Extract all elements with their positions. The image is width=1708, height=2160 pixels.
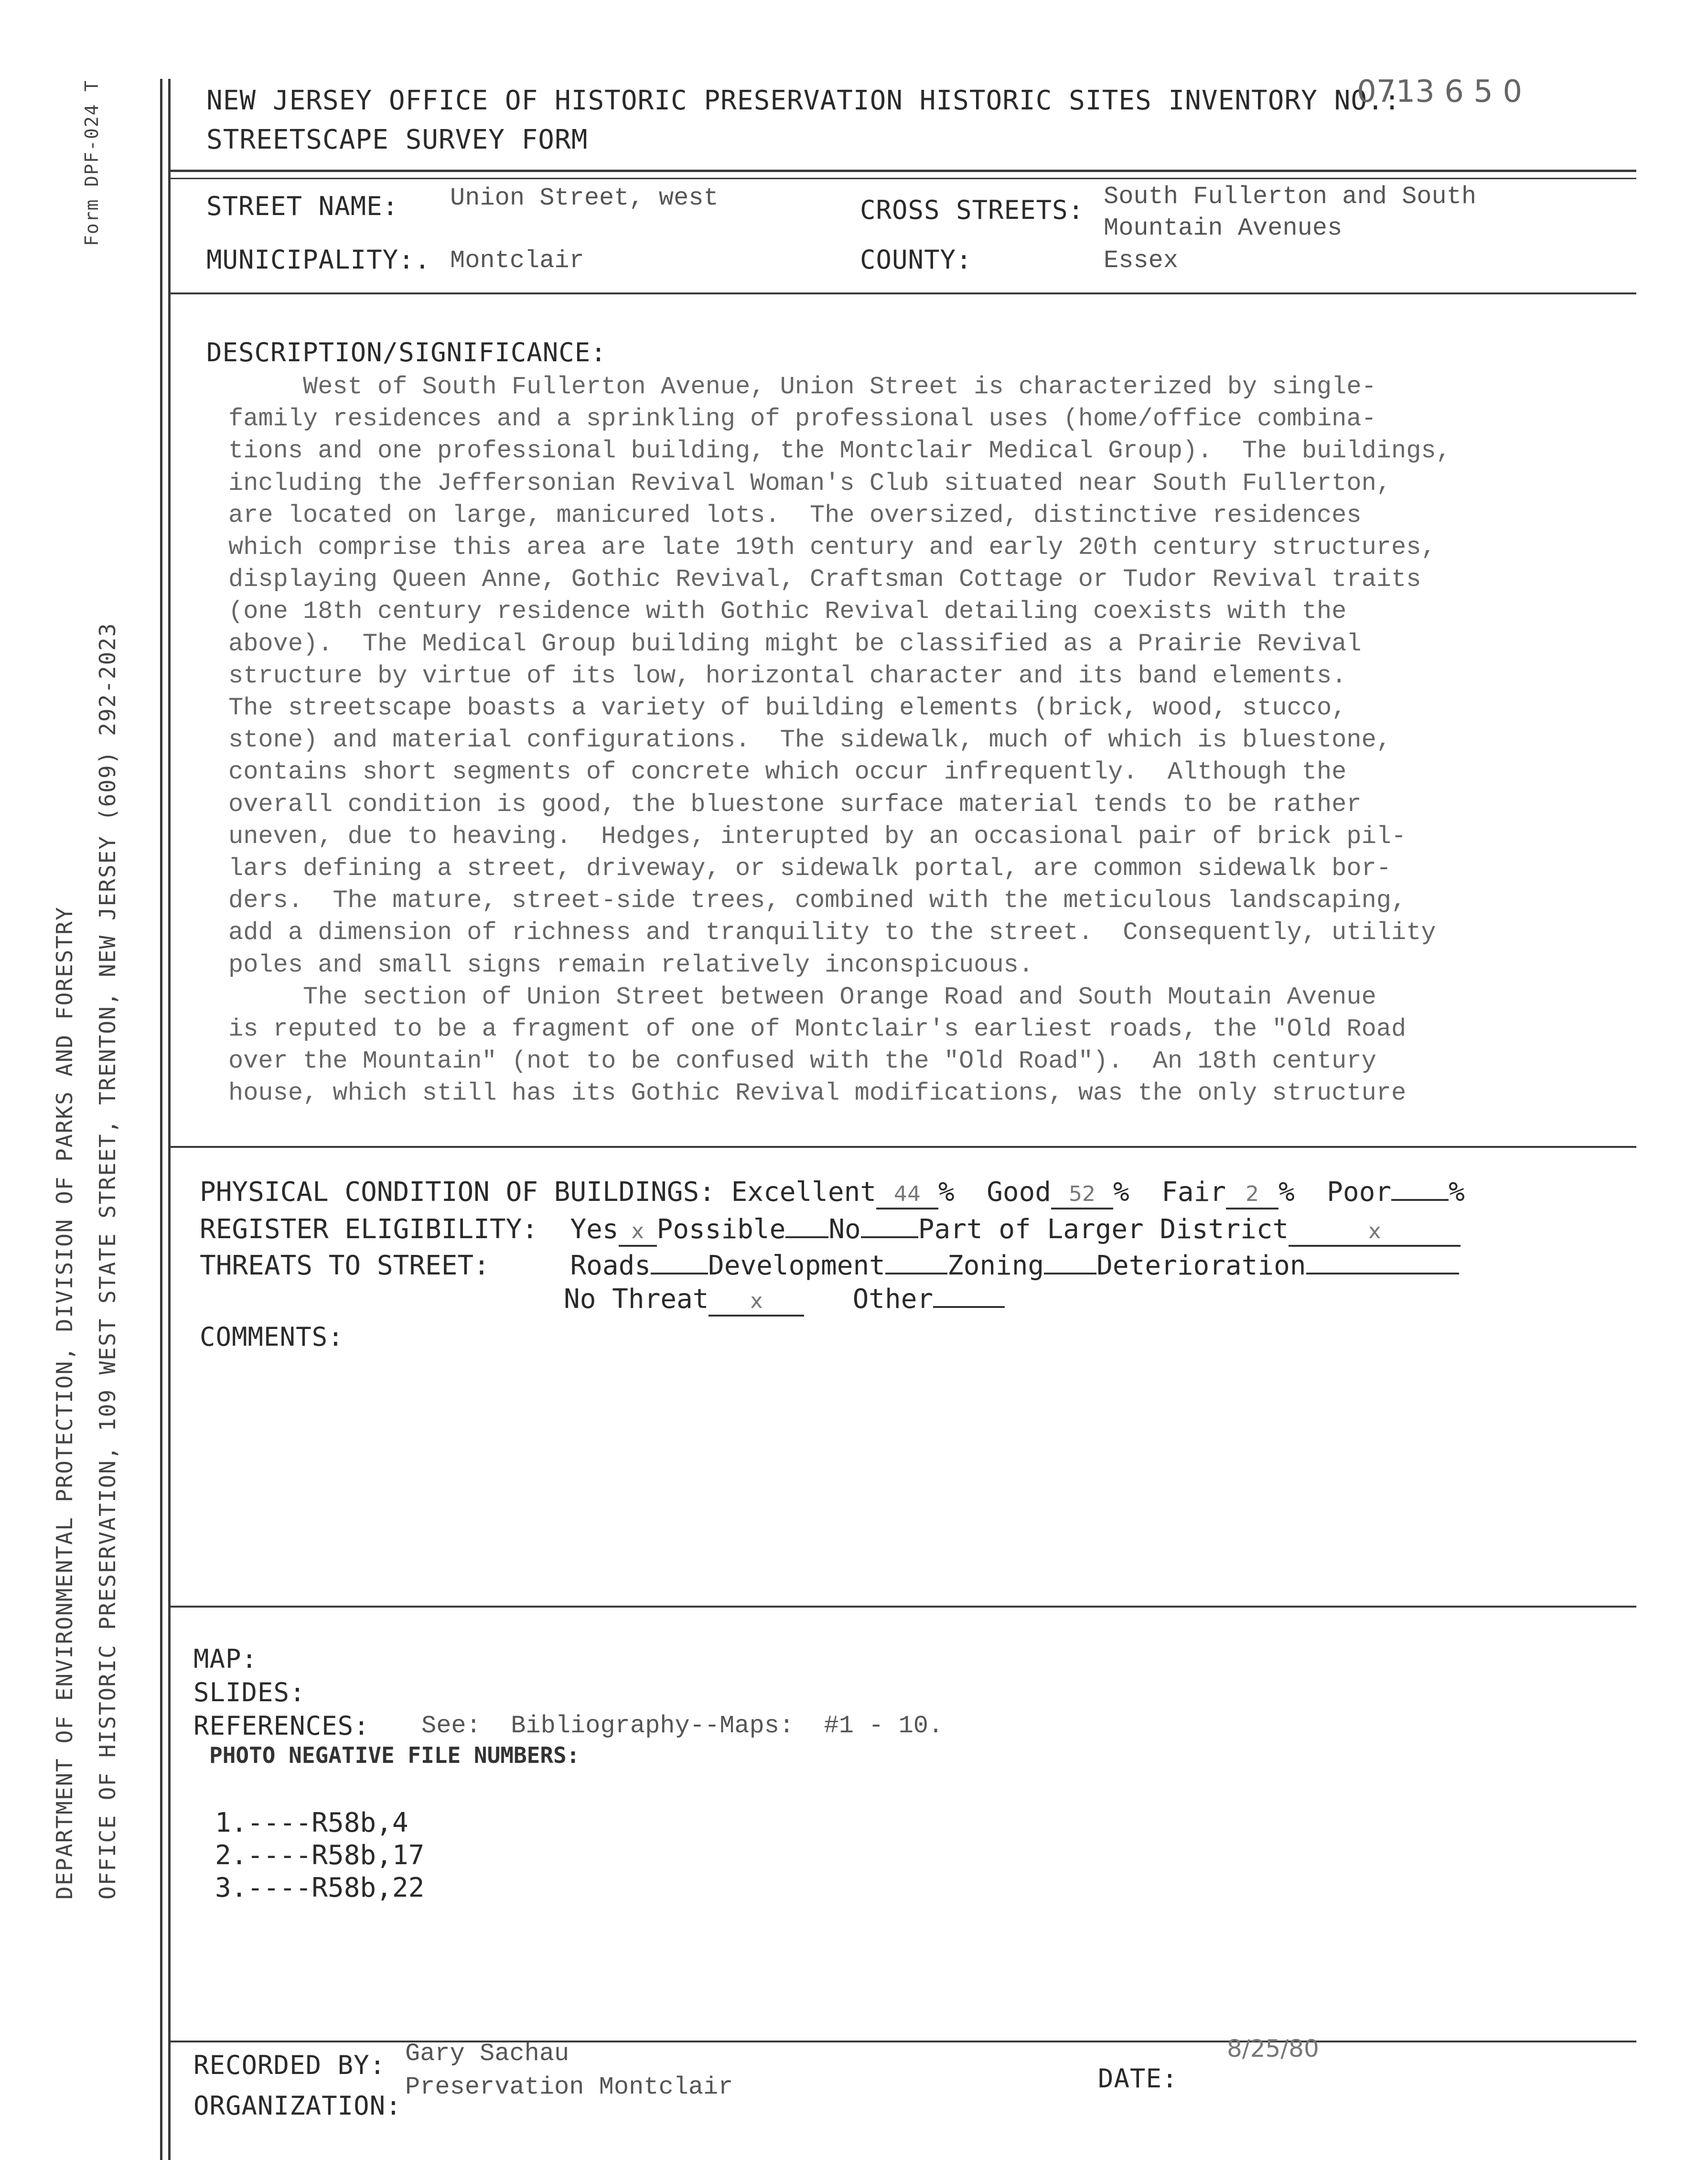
comments-rule [170, 1606, 1636, 1608]
development-field[interactable] [885, 1273, 947, 1274]
county-label: COUNTY: [860, 245, 972, 275]
description-line: ders. The mature, street-side trees, combined with the meticulous landscaping, [228, 886, 1407, 915]
yes-label: Yes [570, 1214, 619, 1245]
description-line: family residences and a sprinkling of professional uses (home/office combina- [228, 405, 1376, 433]
good-label: Good [987, 1177, 1052, 1208]
recorded-by-value: Gary Sachau [405, 2040, 569, 2068]
side-office-line: OFFICE OF HISTORIC PRESERVATION, 109 WEST STATE STREET, TRENTON, NEW JERSEY (609) 292-2023 [95, 622, 120, 1900]
poor-label: Poor [1327, 1177, 1392, 1208]
roads-label: Roads [570, 1250, 651, 1281]
threats-row-2 [564, 1284, 1005, 1317]
references-label: REFERENCES: [193, 1711, 370, 1741]
negative-item: 1.----R58b,4 [215, 1807, 408, 1838]
cross-streets-label: CROSS STREETS: [860, 195, 1085, 225]
inventory-number: 0713 6 5 0 [1357, 74, 1523, 109]
description-line: is reputed to be a fragment of one of Montclair's earliest roads, the "Old Road [228, 1015, 1407, 1044]
condition-row [200, 1177, 1465, 1210]
municipality-value: Montclair [450, 247, 584, 275]
slides-label: SLIDES: [193, 1677, 306, 1707]
no-threat-field[interactable] [709, 1284, 804, 1317]
references-value: See: Bibliography--Maps: #1 - 10. [421, 1712, 944, 1740]
excellent-label: Excellent [731, 1177, 877, 1208]
margin-rule-outer [160, 79, 162, 2160]
side-department-line: DEPARTMENT OF ENVIRONMENTAL PROTECTION, DIVISION OF PARKS AND FORESTRY [52, 906, 77, 1900]
zoning-label: Zoning [947, 1250, 1044, 1281]
condition-label: PHYSICAL CONDITION OF BUILDINGS: [200, 1177, 715, 1208]
description-line: house, which still has its Gothic Revival modifications, was the only structure [228, 1079, 1407, 1108]
fair-percent: % [1278, 1177, 1295, 1208]
threats-label: THREATS TO STREET: [200, 1250, 490, 1281]
form-id: Form DPF-024 T [81, 79, 102, 246]
fair-field[interactable] [1226, 1177, 1278, 1210]
description-line: are located on large, manicured lots. The oversized, distinctive residences [228, 501, 1362, 529]
deterioration-field[interactable] [1306, 1273, 1459, 1274]
yes-field[interactable] [619, 1214, 657, 1247]
form-title: NEW JERSEY OFFICE OF HISTORIC PRESERVATION HISTORIC SITES INVENTORY NO.: [206, 85, 1401, 116]
good-value: 52 [1069, 1182, 1096, 1206]
deterioration-label: Deterioration [1096, 1250, 1306, 1281]
no-label: No [828, 1214, 861, 1245]
description-line: The section of Union Street between Orange Road and South Moutain Avenue [228, 983, 1376, 1011]
description-line: West of South Fullerton Avenue, Union Street is characterized by single- [228, 373, 1376, 401]
description-line: The streetscape boasts a variety of building elements (brick, wood, stucco, [228, 694, 1347, 723]
description-line: add a dimension of richness and tranquility to the street. Consequently, utility [228, 918, 1436, 947]
date-label: DATE: [1098, 2063, 1178, 2094]
description-line: structure by virtue of its low, horizontal character and its band elements. [228, 661, 1347, 690]
other-field[interactable] [933, 1306, 1005, 1308]
cross-streets-value-2: Mountain Avenues [1104, 214, 1343, 242]
description-line: (one 18th century residence with Gothic Revival detailing coexists with the [228, 597, 1347, 626]
district-field[interactable] [1289, 1214, 1461, 1247]
description-line: over the Mountain" (not to be confused with the "Old Road"). An 18th century [228, 1047, 1376, 1076]
description-line: stone) and material configurations. The sidewalk, much of which is bluestone, [228, 726, 1391, 755]
description-line: displaying Queen Anne, Gothic Revival, Craftsman Cottage or Tudor Revival traits [228, 565, 1421, 594]
good-field[interactable] [1051, 1177, 1113, 1210]
possible-label: Possible [656, 1214, 786, 1245]
description-line: contains short segments of concrete which occur infrequently. Although the [228, 758, 1347, 787]
threats-row [200, 1250, 1459, 1281]
negative-item: 3.----R58b,22 [215, 1872, 425, 1903]
header-rule-thin [170, 178, 1636, 179]
description-line: above). The Medical Group building might be classified as a Prairie Revival [228, 629, 1362, 658]
organization-label: ORGANIZATION: [193, 2091, 402, 2121]
map-label: MAP: [193, 1644, 258, 1674]
photo-negative-label: PHOTO NEGATIVE FILE NUMBERS: [209, 1742, 580, 1768]
poor-percent: % [1449, 1177, 1465, 1208]
no-threat-label: No Threat [564, 1284, 709, 1315]
street-name-value: Union Street, west [450, 184, 719, 212]
cross-streets-value-1: South Fullerton and South [1104, 183, 1477, 211]
district-value: x [1368, 1219, 1381, 1243]
comments-label: COMMENTS: [200, 1322, 344, 1352]
county-value: Essex [1104, 247, 1179, 275]
organization-value: Preservation Montclair [405, 2073, 733, 2101]
district-label: Part of Larger District [918, 1214, 1289, 1245]
zoning-field[interactable] [1044, 1273, 1096, 1274]
date-value: 8/25/80 [1227, 2035, 1319, 2063]
roads-field[interactable] [651, 1273, 708, 1274]
fair-label: Fair [1161, 1177, 1226, 1208]
no-field[interactable] [861, 1236, 918, 1238]
description-line: overall condition is good, the bluestone surface material tends to be rather [228, 790, 1362, 819]
description-label: DESCRIPTION/SIGNIFICANCE: [206, 337, 607, 367]
form-subtitle: STREETSCAPE SURVEY FORM [206, 124, 588, 155]
description-line: uneven, due to heaving. Hedges, interupted by an occasional pair of brick pil- [228, 822, 1407, 851]
poor-field[interactable] [1391, 1199, 1449, 1201]
description-text [228, 371, 1547, 1110]
description-line: tions and one professional building, the Montclair Medical Group). The buildings, [228, 437, 1451, 465]
yes-value: x [631, 1219, 644, 1243]
margin-rule-inner [168, 79, 171, 2160]
description-line: including the Jeffersonian Revival Woman's Club situated near South Fullerton, [228, 469, 1391, 497]
negative-item: 2.----R58b,17 [215, 1840, 425, 1871]
development-label: Development [708, 1250, 885, 1281]
good-percent: % [1113, 1177, 1129, 1208]
no-threat-value: x [750, 1289, 763, 1313]
description-rule [170, 1146, 1636, 1148]
excellent-field[interactable] [876, 1177, 938, 1210]
description-line: lars defining a street, driveway, or sidewalk portal, are common sidewalk bor- [228, 854, 1391, 883]
location-rule [170, 292, 1636, 294]
footer-rule [170, 2041, 1636, 2042]
fair-value: 2 [1246, 1182, 1259, 1206]
excellent-percent: % [938, 1177, 955, 1208]
street-name-label: STREET NAME: [206, 191, 399, 221]
recorded-by-label: RECORDED BY: [193, 2050, 386, 2080]
description-line: which comprise this area are late 19th century and early 20th century structures, [228, 533, 1436, 562]
other-label: Other [852, 1284, 934, 1315]
excellent-value: 44 [894, 1182, 921, 1206]
description-line: poles and small signs remain relatively inconspicuous. [228, 950, 1034, 979]
possible-field[interactable] [785, 1236, 828, 1238]
register-label: REGISTER ELIGIBILITY: [200, 1214, 538, 1245]
register-row [200, 1214, 1461, 1247]
municipality-label: MUNICIPALITY:. [206, 245, 431, 275]
header-rule [170, 170, 1636, 172]
